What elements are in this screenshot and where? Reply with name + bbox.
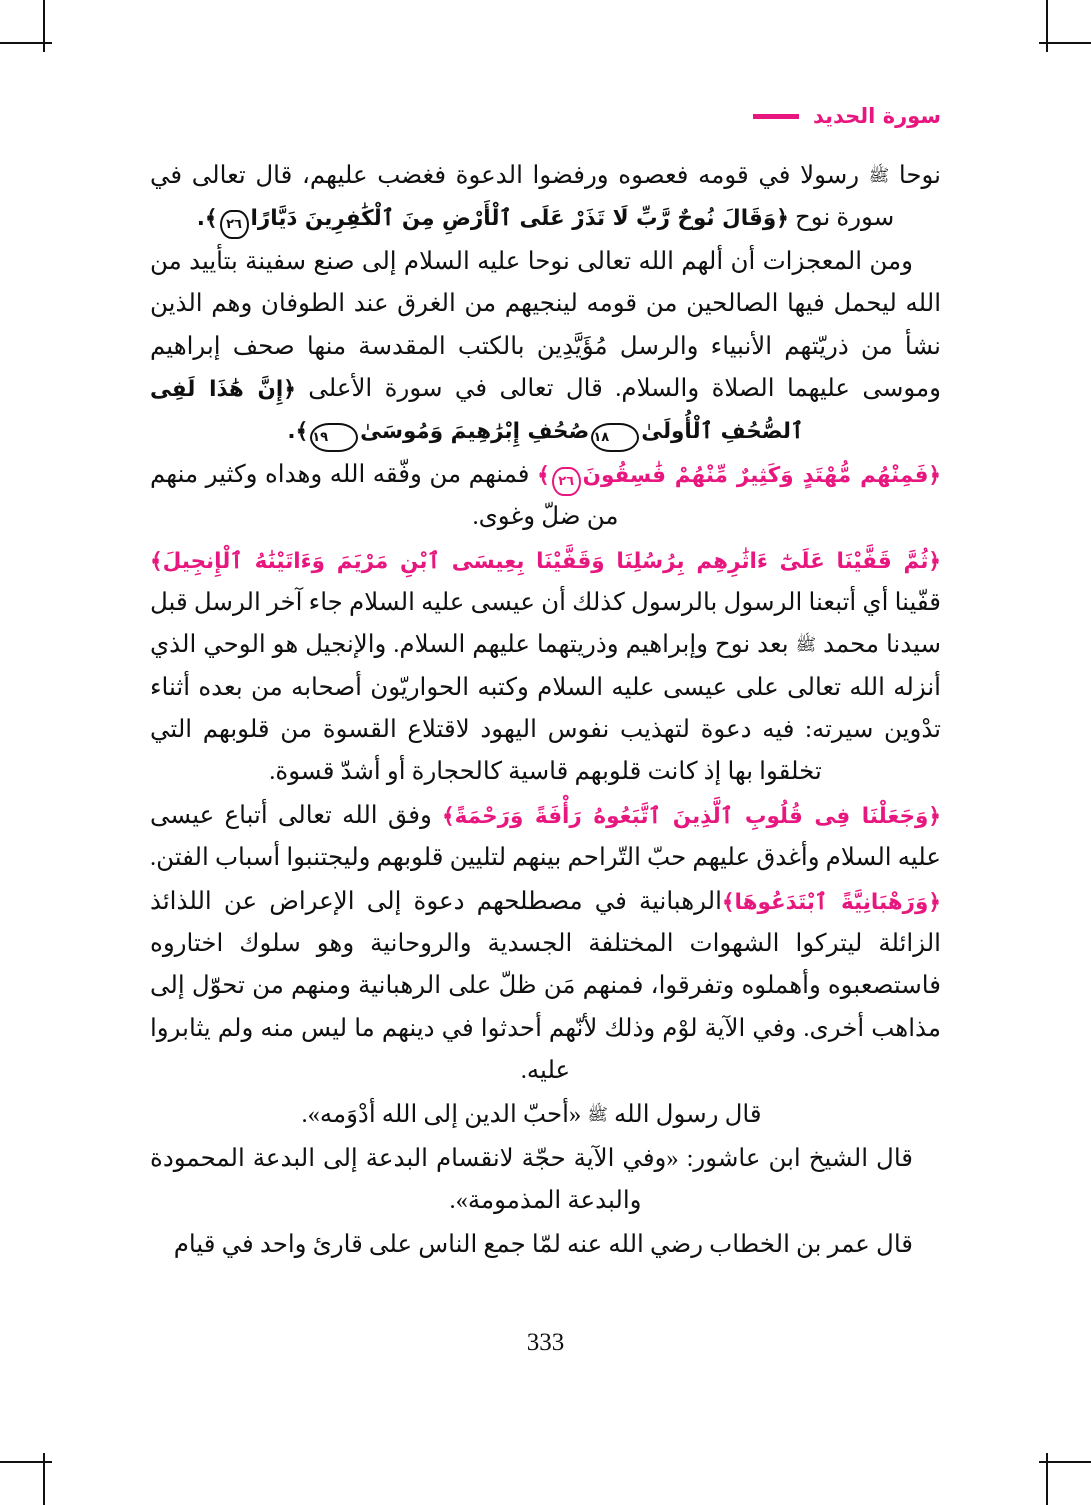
paragraph-5	[150, 795, 941, 879]
quran-verse-close-2: ﴾.	[287, 418, 309, 444]
paragraph-2	[150, 241, 941, 452]
page-number: 333	[526, 1329, 565, 1356]
crop-mark-top-left-vertical	[43, 0, 45, 52]
sallallahu-alayhi-wasallam-icon-2: ﷺ	[795, 635, 817, 656]
ayah-number-marker: ٢٦	[220, 210, 249, 239]
crop-mark-bottom-left-horizontal	[0, 1461, 52, 1463]
p7-lead: قال رسول الله	[614, 1100, 762, 1128]
p7-hadith-text: «أحبّ الدين إلى الله أدْوَمه».	[301, 1100, 582, 1128]
ayah-number-marker-26: ٢٦	[552, 467, 581, 496]
quran-verse-ala-19: صُحُفِ إِبْرَٰهِيمَ وَمُوسَىٰ	[360, 418, 590, 444]
quran-verse-hadid-27a: ﴿ثُمَّ قَفَّيْنَا عَلَىٰٓ ءَاثَٰرِهِم بِرُسُلِنَا وَقَفَّيْنَا بِعِيسَى ٱبْنِ مَرْيَمَ وَءَاتَيْنَٰهُ ٱلْإِنجِيلَ﴾	[150, 549, 941, 575]
quran-verse-close: ﴾.	[196, 206, 218, 232]
p6-commentary: الرهبانية في مصطلحهم دعوة إلى الإعراض عن اللذائذ الزائلة ليتركوا الشهوات المختلفة الجسدية والروحانية وهو سلوك اختاروه فاستصعبوه وأهملوه وتفرقوا، فمنهم مَن ظلّ على الرهبانية ومنهم من تحوّل إلى مذاهب أخرى. وفي الآية لوْم وذلك لأنّهم أحدثوا في دينهم ما ليس منه ولم يثابروا عليه.	[150, 888, 941, 1084]
paragraph-9-umar: قال عمر بن الخطاب رضي الله عنه لمّا جمع الناس على قارئ واحد في قيام	[173, 1231, 913, 1259]
quran-verse-close-3: ﴾	[537, 462, 550, 488]
crop-mark-bottom-right-horizontal	[1039, 1461, 1091, 1463]
quran-verse-ala-18a: ﴿إِنَّ هَٰذَا لَفِى ٱلصُّحُفِ ٱلْأُولَىٰ	[150, 376, 804, 444]
paragraph-3	[150, 454, 941, 538]
quran-verse-jinn-14: ﴿فَمِنْهُم مُّهْتَدٍ وَكَثِيرٌ مِّنْهُمْ فَٰسِقُونَ	[582, 462, 942, 488]
crop-mark-top-right-horizontal	[1039, 42, 1091, 44]
sallallahu-alayhi-wasallam-icon: ﷺ	[868, 166, 890, 186]
p1-text: رسولا في قومه فعصوه ورفضوا الدعوة فغضب عليهم، قال تعالى في سورة نوح	[150, 162, 895, 232]
p1-lead-word: نوحا	[898, 162, 941, 189]
quran-verse-hadid-27c: ﴿وَرَهْبَانِيَّةً ٱبْتَدَعُوهَا﴾	[721, 890, 941, 916]
p3-commentary: فمنهم من وفّقه الله وهداه وكثير منهم من ضلّ وغوى.	[150, 460, 619, 530]
page-text-body	[150, 155, 941, 1268]
running-header	[753, 104, 941, 128]
crop-mark-top-left-horizontal	[0, 42, 52, 44]
quran-verse-hadid-27b: ﴿وَجَعَلْنَا فِى قُلُوبِ ٱلَّذِينَ ٱتَّبَعُوهُ رَأْفَةً وَرَحْمَةً﴾	[442, 803, 942, 829]
p4-commentary-cont: بعد نوح وإبراهيم وذريتهما عليهم السلام. والإنجيل هو الوحي الذي أنزله الله تعالى على عيسى عليه السلام وكتبه الحواريّون أصحابه من بعده أثناء تدْوين سيرته: فيه دعوة لتهذيب نفوس اليهود لاقتلاع القسوة من قلوبهم التي تخلقوا بها إذ كانت قلوبهم قاسية كالحجارة أو أشدّ قسوة.	[150, 631, 941, 785]
paragraph-1	[150, 155, 941, 239]
paragraph-4	[150, 540, 941, 793]
ayah-number-marker-19: ١٩	[310, 423, 358, 452]
paragraph-8-ibn-ashur: قال الشيخ ابن عاشور: «وفي الآية حجّة لانقسام البدعة إلى البدعة المحمودة والبدعة المذمومة».	[150, 1144, 913, 1214]
quran-verse-nuh-26: ﴿وَقَالَ نُوحٌ رَّبِّ لَا تَذَرْ عَلَى ٱلْأَرْضِ مِنَ ٱلْكَٰفِرِينَ دَيَّارًا	[250, 206, 789, 232]
crop-mark-top-right-vertical	[1046, 0, 1048, 52]
p2-text: ومن المعجزات أن ألهم الله تعالى نوحا عليه السلام إلى صنع سفينة بتأييد من الله ليحمل فيها الصالحين من قومه لينجيهم من الغرق عند الطوفان وهم الذين نشأ من ذريّتهم الأنبياء والرسل مُؤَيَّدِين بالكتب المقدسة منها صحف إبراهيم وموسى عليهما الصلاة والسلام. قال تعالى في سورة الأعلى	[150, 248, 941, 402]
paragraph-7-hadith	[150, 1094, 941, 1136]
p5-commentary: وفق الله تعالى أتباع عيسى عليه السلام وأغدق عليهم حبّ التّراحم بينهم لتليين قلوبهم وليجتنبوا أسباب الفتن.	[150, 801, 941, 871]
header-rule-decoration	[753, 114, 799, 119]
paragraph-6	[150, 881, 941, 1092]
sallallahu-alayhi-wasallam-icon-3: ﷺ	[587, 1104, 608, 1125]
surah-title: سورة الحديد	[813, 104, 941, 128]
ayah-number-marker-18: ١٨	[591, 423, 639, 452]
p4-commentary: قفّينا أي أتبعنا الرسول بالرسول كذلك أن عيسى عليه السلام جاء آخر الرسل قبل سيدنا محمد	[150, 589, 942, 659]
